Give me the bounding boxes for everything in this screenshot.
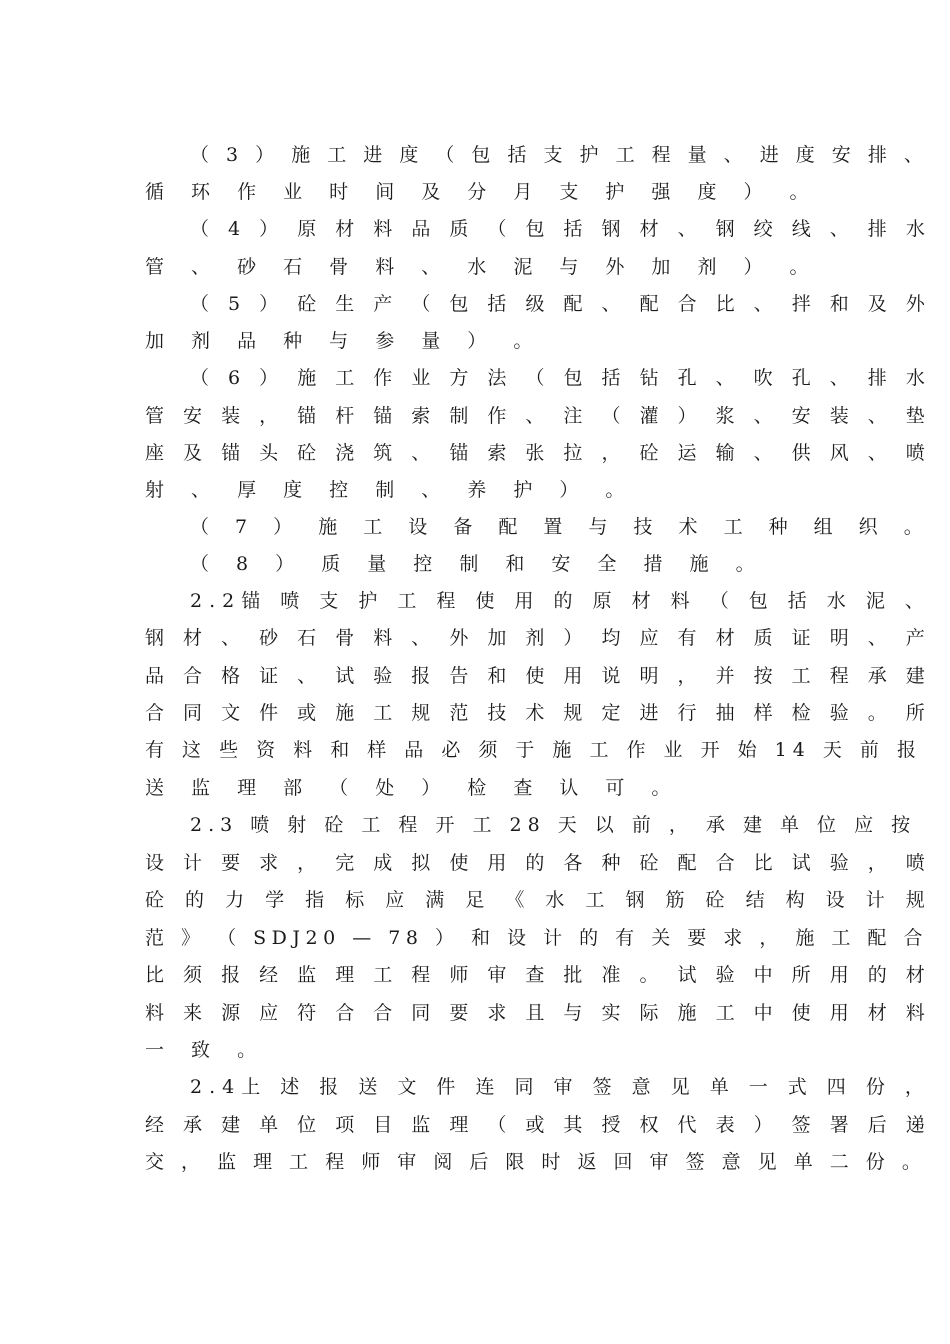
text-line: 砼 的 力 学 指 标 应 满 足 《 水 工 钢 筋 砼 结 构 设 计 规 [145,889,933,911]
text-line: （ 7 ） 施 工 设 备 配 置 与 技 术 工 种 组 织 。 [190,516,933,538]
text-line: 有 这 些 资 料 和 样 品 必 须 于 施 工 作 业 开 始 14 天 前 报 [145,739,922,761]
text-line: 范 》 （ SDJ20 — 78 ） 和 设 计 的 有 关 要 求 ， 施 工 配 合 [145,927,928,949]
text-line: 2.4上 述 报 送 文 件 连 同 审 签 意 见 单 一 式 四 份 ， [190,1076,931,1098]
text-line: 比 须 报 经 监 理 工 程 师 审 查 批 准 。 试 验 中 所 用 的 材 [145,964,932,986]
text-line: （ 4 ） 原 材 料 品 质 （ 包 括 钢 材 、 钢 绞 线 、 排 水 [190,218,932,240]
text-line: 送 监 理 部 （ 处 ） 检 查 认 可 。 [145,777,681,799]
text-line: 加 剂 品 种 与 参 量 ） 。 [145,330,543,352]
text-line: 一 致 。 [145,1039,267,1061]
text-line: （ 8 ） 质 量 控 制 和 安 全 措 施 。 [190,553,766,575]
text-line: 钢 材 、 砂 石 骨 料 、 外 加 剂 ） 均 应 有 材 质 证 明 、 产 [145,627,932,649]
text-line: 料 来 源 应 符 合 合 同 要 求 且 与 实 际 施 工 中 使 用 材 料 [145,1002,932,1024]
text-line: （ 3 ） 施 工 进 度 （ 包 括 支 护 工 程 量 、 进 度 安 排 、 [190,144,929,166]
text-line: 交 ， 监 理 工 程 师 审 阅 后 限 时 返 回 审 签 意 见 单 二 份 。 [145,1151,927,1173]
text-line: 品 合 格 证 、 试 验 报 告 和 使 用 说 明 ， 并 按 工 程 承 建 [145,665,932,687]
text-line: （ 6 ） 施 工 作 业 方 法 （ 包 括 钻 孔 、 吹 孔 、 排 水 [190,367,932,389]
text-line: 2.3 喷 射 砼 工 程 开 工 28 天 以 前 ， 承 建 单 位 应 按 [190,814,917,836]
text-line: 设 计 要 求 ， 完 成 拟 使 用 的 各 种 砼 配 合 比 试 验 ， 喷 [145,852,932,874]
text-line: 座 及 锚 头 砼 浇 筑 、 锚 索 张 拉 ， 砼 运 输 、 供 风 、 喷 [145,442,932,464]
text-line: 2.2锚 喷 支 护 工 程 使 用 的 原 材 料 （ 包 括 水 泥 、 [190,590,931,612]
text-line: 射 、 厚 度 控 制 、 养 护 ） 。 [145,479,635,501]
text-line: 经 承 建 单 位 项 目 监 理 （ 或 其 授 权 代 表 ） 签 署 后 递 [145,1114,932,1136]
text-line: 合 同 文 件 或 施 工 规 范 技 术 规 定 进 行 抽 样 检 验 。 所 [145,702,932,724]
text-line: 循 环 作 业 时 间 及 分 月 支 护 强 度 ） 。 [145,181,820,203]
text-line: 管 、 砂 石 骨 料 、 水 泥 与 外 加 剂 ） 。 [145,256,820,278]
text-line: 管 安 装 ， 锚 杆 锚 索 制 作 、 注 （ 灌 ） 浆 、 安 装 、 垫 [145,405,932,427]
text-line: （ 5 ） 砼 生 产 （ 包 括 级 配 、 配 合 比 、 拌 和 及 外 [190,293,932,315]
